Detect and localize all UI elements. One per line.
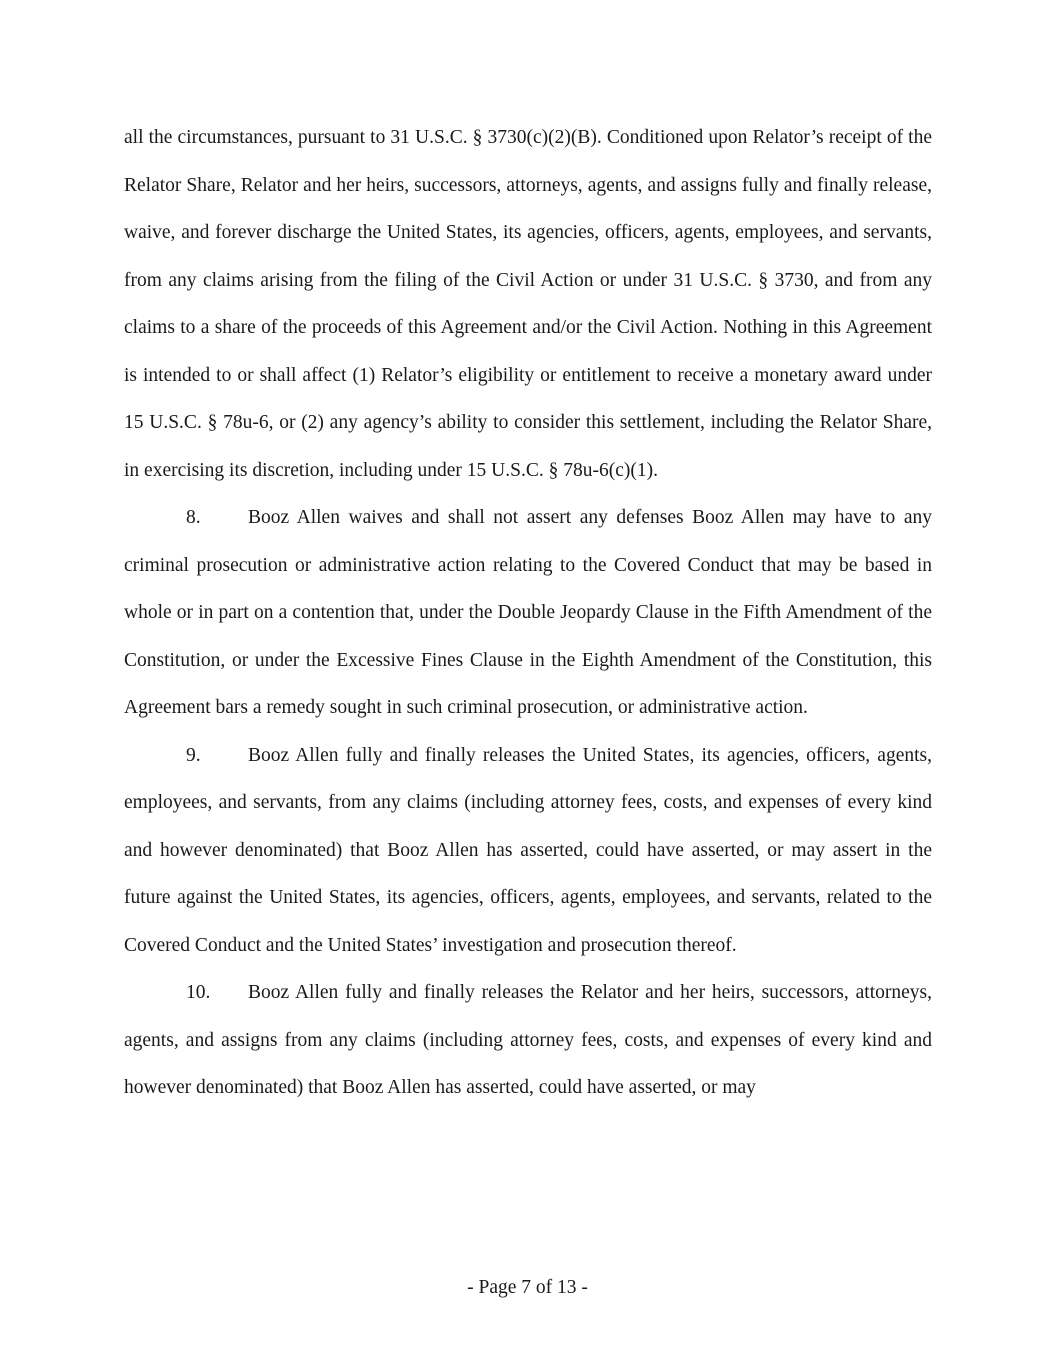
paragraph-number: 8. (186, 507, 201, 528)
paragraph-number: 9. (186, 744, 201, 766)
paragraph-9 (124, 732, 932, 970)
continuation-paragraph: all the circumstances, pursuant to 31 U.S.C. § 3730(c)(2)(B). Conditioned upon Relator’s receipt of the Relator Share, Relator and her heirs, successors, attorneys, agents, and assigns fully and finally release, waive, and forever discharge the United States, its agencies, officers, agents, employees, and servants, from any claims arising from the filing of the Civil Action or under 31 U.S.C. § 3730, and from any claims to a share of the proceeds of this Agreement and/or the Civil Action. Nothing in this Agreement is intended to or shall affect (1) Relator’s eligibility or entitlement to receive a monetary award under 15 U.S.C. § 78u-6, or (2) any agency’s ability to consider this settlement, including the Relator Share, in exercising its discretion, including under 15 U.S.C. § 78u-6(c)(1). (124, 127, 932, 481)
paragraph-text: Booz Allen fully and finally releases the Relator and her heirs, successors, attorneys, agents, and assigns from any claims (including attorney fees, costs, and expenses of every kind and however denominated) that Booz Allen has asserted, could have asserted, or may (124, 982, 932, 1098)
document-body (124, 114, 932, 1112)
page-footer: - Page 7 of 13 - (467, 1277, 588, 1298)
paragraph-number: 10. (186, 982, 211, 1003)
paragraph-10 (124, 969, 932, 1112)
paragraph-8 (124, 494, 932, 732)
paragraph-text: Booz Allen fully and finally releases the United States, its agencies, officers, agents, employees, and servants, from any claims (including attorney fees, costs, and expenses of every kind and however denominated) that Booz Allen has asserted, could have asserted, or may assert in the future against the United States, its agencies, officers, agents, employees, and servants, related to the Covered Conduct and the United States’ investigation and prosecution thereof. (124, 744, 932, 956)
paragraph-text: Booz Allen waives and shall not assert any defenses Booz Allen may have to any criminal prosecution or administrative action relating to the Covered Conduct that may be based in whole or in part on a contention that, under the Double Jeopardy Clause in the Fifth Amendment of the Constitution, or under the Excessive Fines Clause in the Eighth Amendment of the Constitution, this Agreement bars a remedy sought in such criminal prosecution, or administrative action. (124, 507, 932, 718)
